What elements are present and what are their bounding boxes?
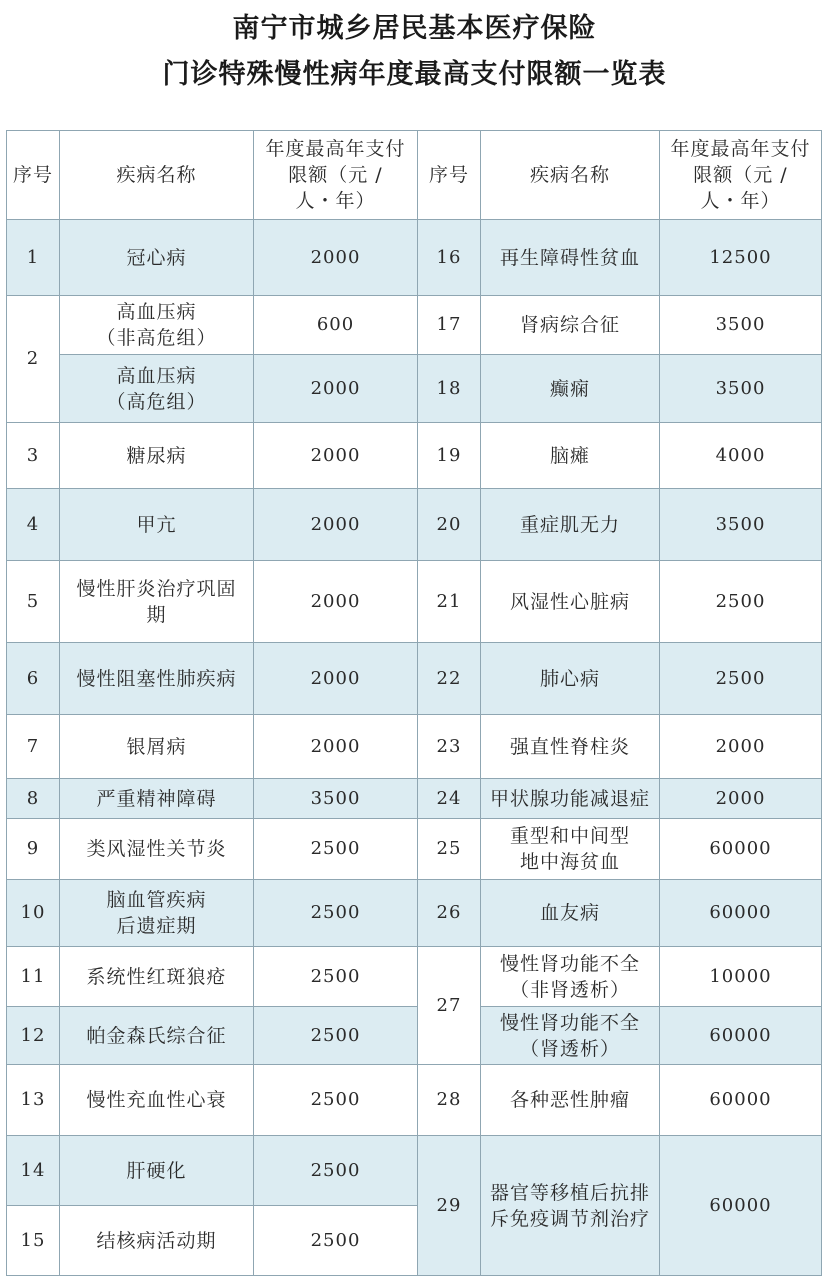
row-no: 2: [7, 296, 60, 423]
limit-value: 2500: [254, 947, 418, 1007]
disease-name: 风湿性心脏病: [481, 561, 660, 643]
row-no: 21: [418, 561, 481, 643]
disease-name: 各种恶性肿瘤: [481, 1065, 660, 1136]
row-no: 16: [418, 220, 481, 296]
limit-value: 60000: [660, 819, 822, 880]
limit-value: 2500: [254, 1065, 418, 1136]
disease-name: 慢性肾功能不全 （肾透析）: [481, 1007, 660, 1065]
disease-name: 血友病: [481, 880, 660, 947]
row-no: 18: [418, 355, 481, 423]
table-row: [7, 296, 822, 355]
disease-name: 肝硬化: [60, 1136, 254, 1206]
limit-value: 3500: [254, 779, 418, 819]
row-no: 3: [7, 423, 60, 489]
row-no: 29: [418, 1136, 481, 1276]
row-no: 8: [7, 779, 60, 819]
row-no: 10: [7, 880, 60, 947]
disease-name: 银屑病: [60, 715, 254, 779]
table-row: [7, 355, 822, 423]
row-no: 24: [418, 779, 481, 819]
table-row: [7, 1136, 822, 1206]
disease-name: 糖尿病: [60, 423, 254, 489]
limit-value: 2000: [254, 561, 418, 643]
table-row: [7, 489, 822, 561]
table-row: [7, 715, 822, 779]
table-row: [7, 423, 822, 489]
row-no: 20: [418, 489, 481, 561]
header-no-right: 序号: [418, 131, 481, 220]
disease-name: 重型和中间型 地中海贫血: [481, 819, 660, 880]
row-no: 28: [418, 1065, 481, 1136]
row-no: 27: [418, 947, 481, 1065]
table-row: [7, 643, 822, 715]
disease-name: 癫痫: [481, 355, 660, 423]
limit-value: 2000: [254, 220, 418, 296]
disease-name: 高血压病 （非高危组）: [60, 296, 254, 355]
limit-value: 2500: [254, 1206, 418, 1276]
disease-name: 严重精神障碍: [60, 779, 254, 819]
page-title-line2: 门诊特殊慢性病年度最高支付限额一览表: [162, 59, 667, 90]
limit-value: 3500: [660, 355, 822, 423]
limit-value: 2500: [660, 643, 822, 715]
limit-value: 2500: [254, 819, 418, 880]
row-no: 9: [7, 819, 60, 880]
limit-value: 3500: [660, 489, 822, 561]
disease-name: 结核病活动期: [60, 1206, 254, 1276]
limit-value: 60000: [660, 1007, 822, 1065]
limit-value: 2000: [660, 779, 822, 819]
disease-name: 肺心病: [481, 643, 660, 715]
row-no: 23: [418, 715, 481, 779]
limit-value: 60000: [660, 1065, 822, 1136]
row-no: 17: [418, 296, 481, 355]
row-no: 7: [7, 715, 60, 779]
disease-name: 甲亢: [60, 489, 254, 561]
table-row: [7, 1007, 822, 1065]
header-limit-right: 年度最高年支付 限额（元 / 人・年）: [660, 131, 822, 220]
disease-name: 系统性红斑狼疮: [60, 947, 254, 1007]
row-no: 26: [418, 880, 481, 947]
limit-value: 2000: [254, 355, 418, 423]
disease-name: 脑瘫: [481, 423, 660, 489]
limit-value: 2500: [254, 1007, 418, 1065]
page-title-line1: 南宁市城乡居民基本医疗保险: [232, 13, 597, 44]
row-no: 1: [7, 220, 60, 296]
limit-value: 60000: [660, 1136, 822, 1276]
limit-value: 10000: [660, 947, 822, 1007]
limit-value: 2000: [254, 489, 418, 561]
disease-name: 帕金森氏综合征: [60, 1007, 254, 1065]
table-row: [7, 561, 822, 643]
table-row: [7, 947, 822, 1007]
disease-name: 慢性阻塞性肺疾病: [60, 643, 254, 715]
disease-name: 慢性充血性心衰: [60, 1065, 254, 1136]
disease-name: 冠心病: [60, 220, 254, 296]
table-row: [7, 779, 822, 819]
limit-value: 600: [254, 296, 418, 355]
disease-name: 器官等移植后抗排 斥免疫调节剂治疗: [481, 1136, 660, 1276]
table-row: [7, 1065, 822, 1136]
row-no: 11: [7, 947, 60, 1007]
row-no: 22: [418, 643, 481, 715]
table-row: [7, 880, 822, 947]
row-no: 25: [418, 819, 481, 880]
row-no: 19: [418, 423, 481, 489]
table-header-row: [7, 131, 822, 220]
header-name-left: 疾病名称: [60, 131, 254, 220]
limit-value: 2000: [254, 423, 418, 489]
row-no: 14: [7, 1136, 60, 1206]
header-name-right: 疾病名称: [481, 131, 660, 220]
row-no: 13: [7, 1065, 60, 1136]
disease-name: 高血压病 （高危组）: [60, 355, 254, 423]
limit-value: 2000: [660, 715, 822, 779]
row-no: 15: [7, 1206, 60, 1276]
row-no: 5: [7, 561, 60, 643]
limit-value: 2000: [254, 715, 418, 779]
disease-name: 类风湿性关节炎: [60, 819, 254, 880]
disease-name: 慢性肾功能不全 （非肾透析）: [481, 947, 660, 1007]
disease-name: 重症肌无力: [481, 489, 660, 561]
limit-value: 2500: [254, 1136, 418, 1206]
header-limit-left: 年度最高年支付 限额（元 / 人・年）: [254, 131, 418, 220]
limit-value: 2000: [254, 643, 418, 715]
disease-name: 慢性肝炎治疗巩固 期: [60, 561, 254, 643]
header-no-left: 序号: [7, 131, 60, 220]
disease-limit-table: [6, 130, 822, 1276]
limit-value: 2500: [660, 561, 822, 643]
disease-name: 脑血管疾病 后遗症期: [60, 880, 254, 947]
table-row: [7, 819, 822, 880]
disease-name: 再生障碍性贫血: [481, 220, 660, 296]
limit-value: 60000: [660, 880, 822, 947]
limit-value: 4000: [660, 423, 822, 489]
table-row: [7, 220, 822, 296]
limit-value: 3500: [660, 296, 822, 355]
disease-name: 肾病综合征: [481, 296, 660, 355]
disease-name: 甲状腺功能减退症: [481, 779, 660, 819]
limit-value: 2500: [254, 880, 418, 947]
row-no: 4: [7, 489, 60, 561]
limit-value: 12500: [660, 220, 822, 296]
row-no: 12: [7, 1007, 60, 1065]
row-no: 6: [7, 643, 60, 715]
disease-name: 强直性脊柱炎: [481, 715, 660, 779]
